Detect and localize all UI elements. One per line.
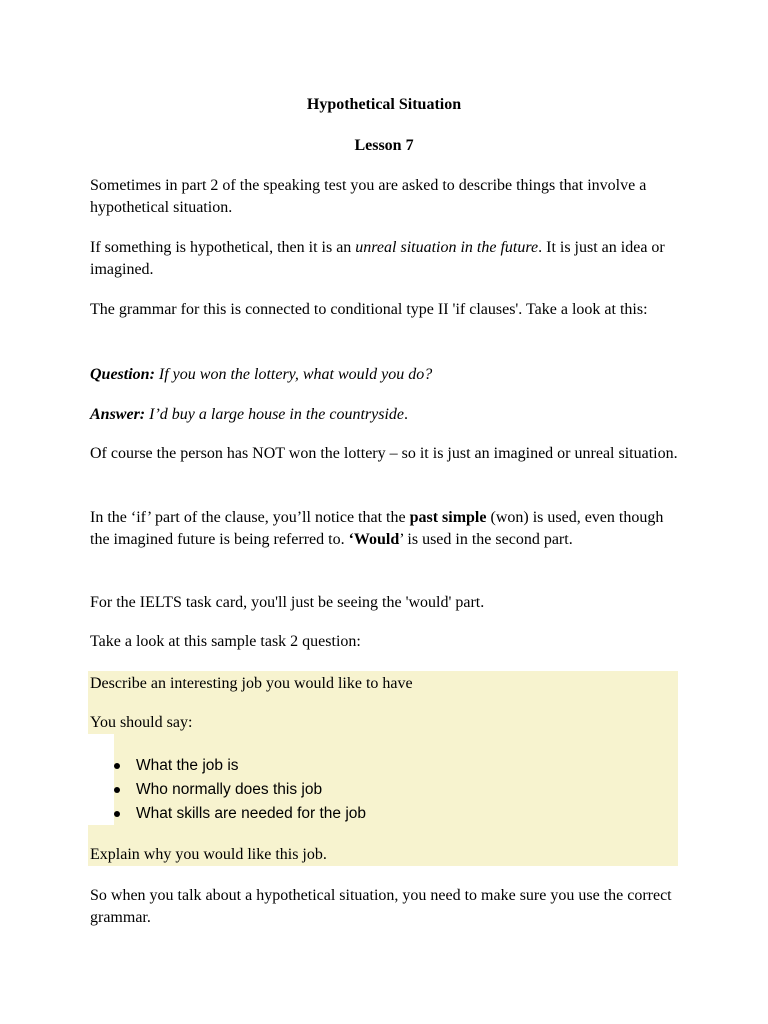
- tense-text-a: In the ‘if’ part of the clause, you’ll notice that the: [90, 509, 410, 526]
- question-text: If you won the lottery, what would you do?: [154, 366, 433, 383]
- bullet-text: What the job is: [136, 757, 239, 774]
- definition-text-start: If something is hypothetical, then it is an: [90, 239, 356, 256]
- definition-text-end: . It is just an idea or imagined.: [90, 239, 665, 278]
- intro-paragraph: Sometimes in part 2 of the speaking test you are asked to describe things that involve a hypothetical situation.: [90, 177, 647, 216]
- task-bullet-list: [112, 754, 366, 826]
- bullet-icon: [114, 787, 120, 793]
- would-term: ‘Would: [348, 531, 400, 548]
- bullet-text: Who normally does this job: [136, 781, 323, 798]
- task-heading: Describe an interesting job you would like to have: [90, 675, 413, 692]
- list-item: [112, 754, 366, 778]
- bullet-text: What skills are needed for the job: [136, 805, 367, 822]
- page-title: Hypothetical Situation: [306, 96, 462, 113]
- list-item: [112, 778, 366, 802]
- task-should-say: You should say:: [90, 714, 193, 731]
- tense-text-c: (won) is used, even though the imagined future is being referred to.: [90, 509, 664, 548]
- definition-emphasis: unreal situation in the future: [355, 239, 539, 256]
- list-item: [112, 802, 366, 826]
- definition-paragraph: [90, 237, 680, 281]
- question-label: Question:: [90, 366, 155, 383]
- answer-example: [90, 404, 680, 426]
- sample-intro-paragraph: Take a look at this sample task 2 question:: [90, 633, 361, 650]
- past-simple-term: past simple: [409, 509, 487, 526]
- grammar-paragraph: The grammar for this is connected to conditional type II 'if clauses'. Take a look at this:: [90, 301, 648, 318]
- task-card-indent: [88, 734, 114, 825]
- explanation-paragraph: Of course the person has NOT won the lottery – so it is just an imagined or unreal situation.: [90, 445, 678, 462]
- tense-paragraph: [90, 507, 680, 551]
- question-example: [90, 364, 680, 386]
- answer-text: I’d buy a large house in the countryside: [145, 406, 405, 423]
- tense-text-e: ’ is used in the second part.: [399, 531, 573, 548]
- task-card-paragraph: For the IELTS task card, you'll just be seeing the 'would' part.: [90, 594, 485, 611]
- lesson-heading: Lesson 7: [354, 137, 414, 154]
- task-explain: Explain why you would like this job.: [90, 846, 327, 863]
- bullet-icon: [114, 763, 120, 769]
- conclusion-paragraph: So when you talk about a hypothetical situation, you need to make sure you use the correct grammar.: [90, 887, 672, 926]
- answer-period: .: [404, 406, 409, 423]
- answer-label: Answer:: [90, 406, 146, 423]
- bullet-icon: [114, 811, 120, 817]
